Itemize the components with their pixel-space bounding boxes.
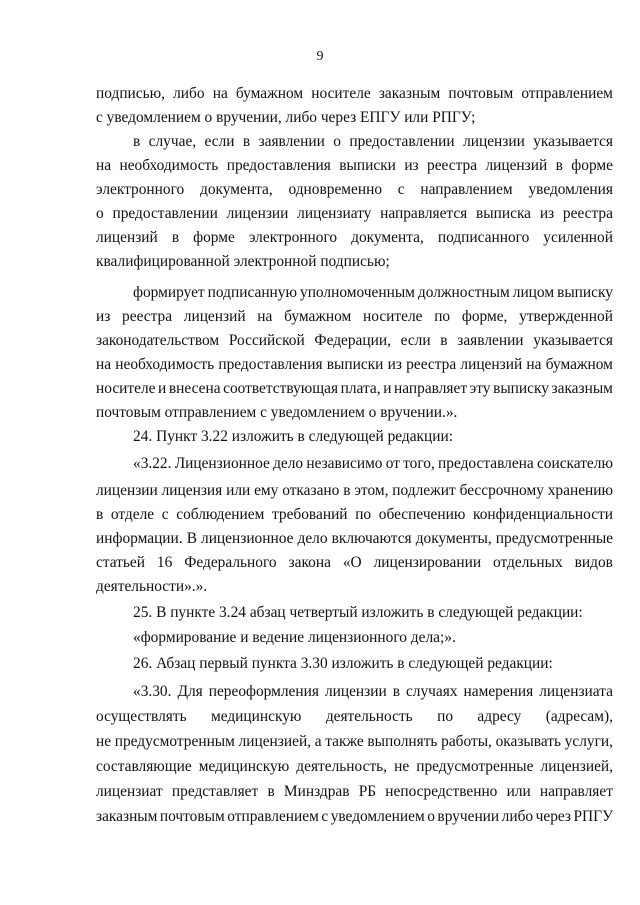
word: о <box>333 133 341 150</box>
text-line <box>133 130 613 154</box>
text-line <box>133 452 613 476</box>
word: подписанную <box>207 284 297 301</box>
word: с <box>397 181 405 198</box>
word: усиленной <box>543 229 613 246</box>
word: бумажном <box>545 356 613 373</box>
word: лицензионное <box>201 530 294 547</box>
word: отправлением <box>227 808 319 825</box>
text-line <box>96 377 613 401</box>
word: почтовым <box>159 808 225 825</box>
word: Федерального <box>184 554 277 571</box>
word: не <box>96 733 112 750</box>
word: конфиденциальности <box>473 506 613 523</box>
word: бессрочному <box>459 482 544 499</box>
word: видов <box>574 554 613 571</box>
word: оказывать <box>495 733 561 750</box>
word: утвержденной <box>519 308 613 325</box>
word: на <box>96 157 112 174</box>
word: о <box>427 808 435 825</box>
word: лицензией, <box>238 733 312 750</box>
text-line <box>96 329 613 353</box>
word: лицензия <box>161 482 223 499</box>
word: если <box>400 332 431 349</box>
word: или <box>506 783 531 800</box>
word: о <box>96 205 104 222</box>
word: носителе <box>311 85 371 102</box>
page-number: 9 <box>316 49 324 64</box>
word: предоставлена <box>438 455 534 472</box>
word: форме, <box>461 308 508 325</box>
text-line <box>96 503 613 527</box>
word: реестра <box>562 205 613 222</box>
word: предусмотренные <box>416 758 534 775</box>
word: отказано <box>282 482 340 499</box>
word: по <box>434 308 451 325</box>
word: или <box>226 482 251 499</box>
word: требований <box>271 506 348 523</box>
word: представляет <box>171 783 259 800</box>
word: работы, <box>441 733 492 750</box>
word: информации. <box>96 530 183 547</box>
word: медицинскую <box>198 758 290 775</box>
word: если <box>204 133 235 150</box>
word: выписку <box>493 380 549 397</box>
word: статьей <box>96 554 145 571</box>
text-line <box>96 305 613 329</box>
word: медицинскую <box>210 708 302 725</box>
word: (адресам), <box>545 708 613 725</box>
word: на <box>526 356 542 373</box>
word: лицензий <box>183 308 246 325</box>
text-line <box>96 705 613 729</box>
word: отправлением <box>521 85 613 102</box>
word: из <box>387 356 402 373</box>
word: переоформления <box>208 683 319 700</box>
word: с <box>161 506 169 523</box>
word: бумажном <box>235 85 304 102</box>
text-line: квалифицированной электронной подписью; <box>96 253 390 270</box>
word: лицензиату <box>297 205 372 222</box>
word: должностным <box>417 284 510 301</box>
word: этом, <box>354 482 389 499</box>
word: предоставления <box>218 356 323 373</box>
word: адресу <box>477 708 522 725</box>
word: и <box>383 380 392 397</box>
word: Минздрав <box>283 783 350 800</box>
word: на <box>96 356 112 373</box>
word: внесена <box>168 380 221 397</box>
word: заказным <box>378 85 441 102</box>
word: РБ <box>358 783 377 800</box>
text-line <box>96 551 613 575</box>
word: выписки <box>326 356 384 373</box>
word: в <box>343 482 351 499</box>
word: бумажном <box>284 308 352 325</box>
text-line <box>96 527 613 551</box>
word: выписки <box>339 157 396 174</box>
word: «3.30. <box>133 683 172 700</box>
word: предоставлении <box>112 205 218 222</box>
word: включаются <box>331 530 412 547</box>
text-line: 26. Абзац первый пункта 3.30 изложить в следующей редакции: <box>133 655 553 672</box>
word: заказным <box>96 808 158 825</box>
word: заявлении <box>258 133 325 150</box>
text-line <box>96 479 613 503</box>
word: форме <box>193 229 235 246</box>
text-line: «формирование и ведение лицензионного дела;». <box>133 629 456 646</box>
word: форме <box>571 157 613 174</box>
text-line: 25. В пункте 3.24 абзац четвертый изложить в следующей редакции: <box>133 604 583 621</box>
text-line <box>96 82 613 106</box>
word: плата, <box>340 380 381 397</box>
word: обеспечению <box>378 506 466 523</box>
word: лицензировании <box>373 554 482 571</box>
word: в <box>392 683 400 700</box>
word: по <box>355 506 372 523</box>
word: в <box>555 157 563 174</box>
word: из <box>539 205 555 222</box>
text-line: деятельности».». <box>96 578 208 595</box>
word: в <box>133 133 141 150</box>
word: лицензии <box>324 683 387 700</box>
word: лицензий <box>460 356 523 373</box>
word: деятельность, <box>296 758 388 775</box>
word: лицензией, <box>540 758 613 775</box>
word: того, <box>403 455 435 472</box>
text-line <box>96 353 613 377</box>
word: либо <box>173 85 205 102</box>
text-line <box>96 226 613 250</box>
word: уведомления <box>528 181 613 198</box>
word: составляющие <box>96 758 192 775</box>
word: закона <box>288 554 331 571</box>
word: выписка <box>476 205 532 222</box>
word: также <box>325 733 364 750</box>
word: вручении <box>437 808 500 825</box>
word: хранению <box>547 482 613 499</box>
word: отдельных <box>493 554 563 571</box>
text-line <box>96 178 613 202</box>
word: осуществлять <box>96 708 187 725</box>
word: носителе <box>96 380 156 397</box>
word: деятельность <box>325 708 413 725</box>
text-line <box>133 680 613 704</box>
word: Для <box>177 683 203 700</box>
word: а <box>314 733 322 750</box>
word: направляет <box>539 783 613 800</box>
word: документа, <box>200 181 273 198</box>
word: случае, <box>148 133 197 150</box>
word: выписку <box>557 284 613 301</box>
text-line <box>96 780 613 804</box>
word: либо <box>501 808 534 825</box>
word: соискателю <box>536 455 613 472</box>
word: «О <box>342 554 362 571</box>
word: В <box>186 530 197 547</box>
word: указывается <box>533 332 613 349</box>
text-line <box>133 281 613 305</box>
word: реестра <box>122 308 173 325</box>
word: случаях <box>405 683 458 700</box>
text-line: 24. Пункт 3.22 изложить в следующей редакции: <box>133 428 454 445</box>
word: через <box>535 808 571 825</box>
word: предоставлении <box>349 133 455 150</box>
word: формирует <box>133 284 205 301</box>
text-line: с уведомлением о вручении, либо через ЕПГУ или РПГУ; <box>96 109 476 126</box>
word: предоставления <box>226 157 331 174</box>
word: документы, <box>415 530 492 547</box>
word: Федерации, <box>314 332 391 349</box>
word: из <box>404 157 419 174</box>
word: дело <box>297 530 328 547</box>
word: «3.22. <box>133 455 172 472</box>
word: с <box>321 808 329 825</box>
word: лицензиат <box>96 783 163 800</box>
word: намерения <box>463 683 534 700</box>
word: одновременно <box>288 181 383 198</box>
word: электронного <box>248 229 338 246</box>
word: носителе <box>363 308 423 325</box>
word: реестра <box>427 157 478 174</box>
word: выполнять <box>367 733 438 750</box>
word: заказным <box>551 380 613 397</box>
word: эту <box>469 380 491 397</box>
word: направляет <box>394 380 468 397</box>
text-line <box>96 154 613 178</box>
word: лицензии <box>463 133 525 150</box>
word: лицензии <box>226 205 289 222</box>
word: реестра <box>406 356 457 373</box>
text-line: почтовым отправлением с уведомлением о вручении.». <box>96 404 458 421</box>
word: ему <box>254 482 279 499</box>
word: из <box>96 308 111 325</box>
word: необходимость <box>115 356 215 373</box>
word: лицензий <box>485 157 548 174</box>
word: соблюдением <box>176 506 265 523</box>
word: уполномоченным <box>300 284 415 301</box>
word: дело <box>273 455 304 472</box>
word: на <box>257 308 273 325</box>
word: отделе <box>110 506 155 523</box>
word: в <box>267 783 275 800</box>
word: в <box>171 229 180 246</box>
word: в <box>440 332 448 349</box>
text-line <box>96 755 613 779</box>
word: непосредственно <box>385 783 498 800</box>
word: РПГУ <box>573 808 613 825</box>
word: Российской <box>228 332 305 349</box>
word: лицом <box>512 284 555 301</box>
word: и <box>158 380 167 397</box>
word: подписью, <box>96 85 165 102</box>
word: необходимость <box>119 157 219 174</box>
word: электронного <box>96 181 185 198</box>
word: лицензий <box>96 229 158 246</box>
word: документа, <box>351 229 424 246</box>
word: предусмотренные <box>495 530 613 547</box>
word: от <box>385 455 400 472</box>
word: услуги, <box>564 733 613 750</box>
word: по <box>437 708 454 725</box>
word: указывается <box>533 133 613 150</box>
word: независимо <box>306 455 383 472</box>
word: в <box>96 506 104 523</box>
word: 16 <box>156 554 173 571</box>
word: законодательством <box>96 332 220 349</box>
word: в <box>242 133 251 150</box>
word: уведомлением <box>330 808 425 825</box>
word: подписанного <box>437 229 530 246</box>
word: Лицензионное <box>174 455 270 472</box>
word: лицензиата <box>539 683 613 700</box>
word: лицензии <box>96 482 158 499</box>
text-line <box>96 730 613 754</box>
word: почтовым <box>448 85 514 102</box>
word: на <box>212 85 228 102</box>
word: направляется <box>380 205 468 222</box>
word: не <box>394 758 410 775</box>
word: заявлении <box>457 332 524 349</box>
text-line <box>96 805 613 829</box>
text-line <box>96 202 613 226</box>
word: соответствующая <box>223 380 339 397</box>
word: предусмотренным <box>114 733 235 750</box>
word: направлением <box>420 181 513 198</box>
word: подлежит <box>392 482 456 499</box>
